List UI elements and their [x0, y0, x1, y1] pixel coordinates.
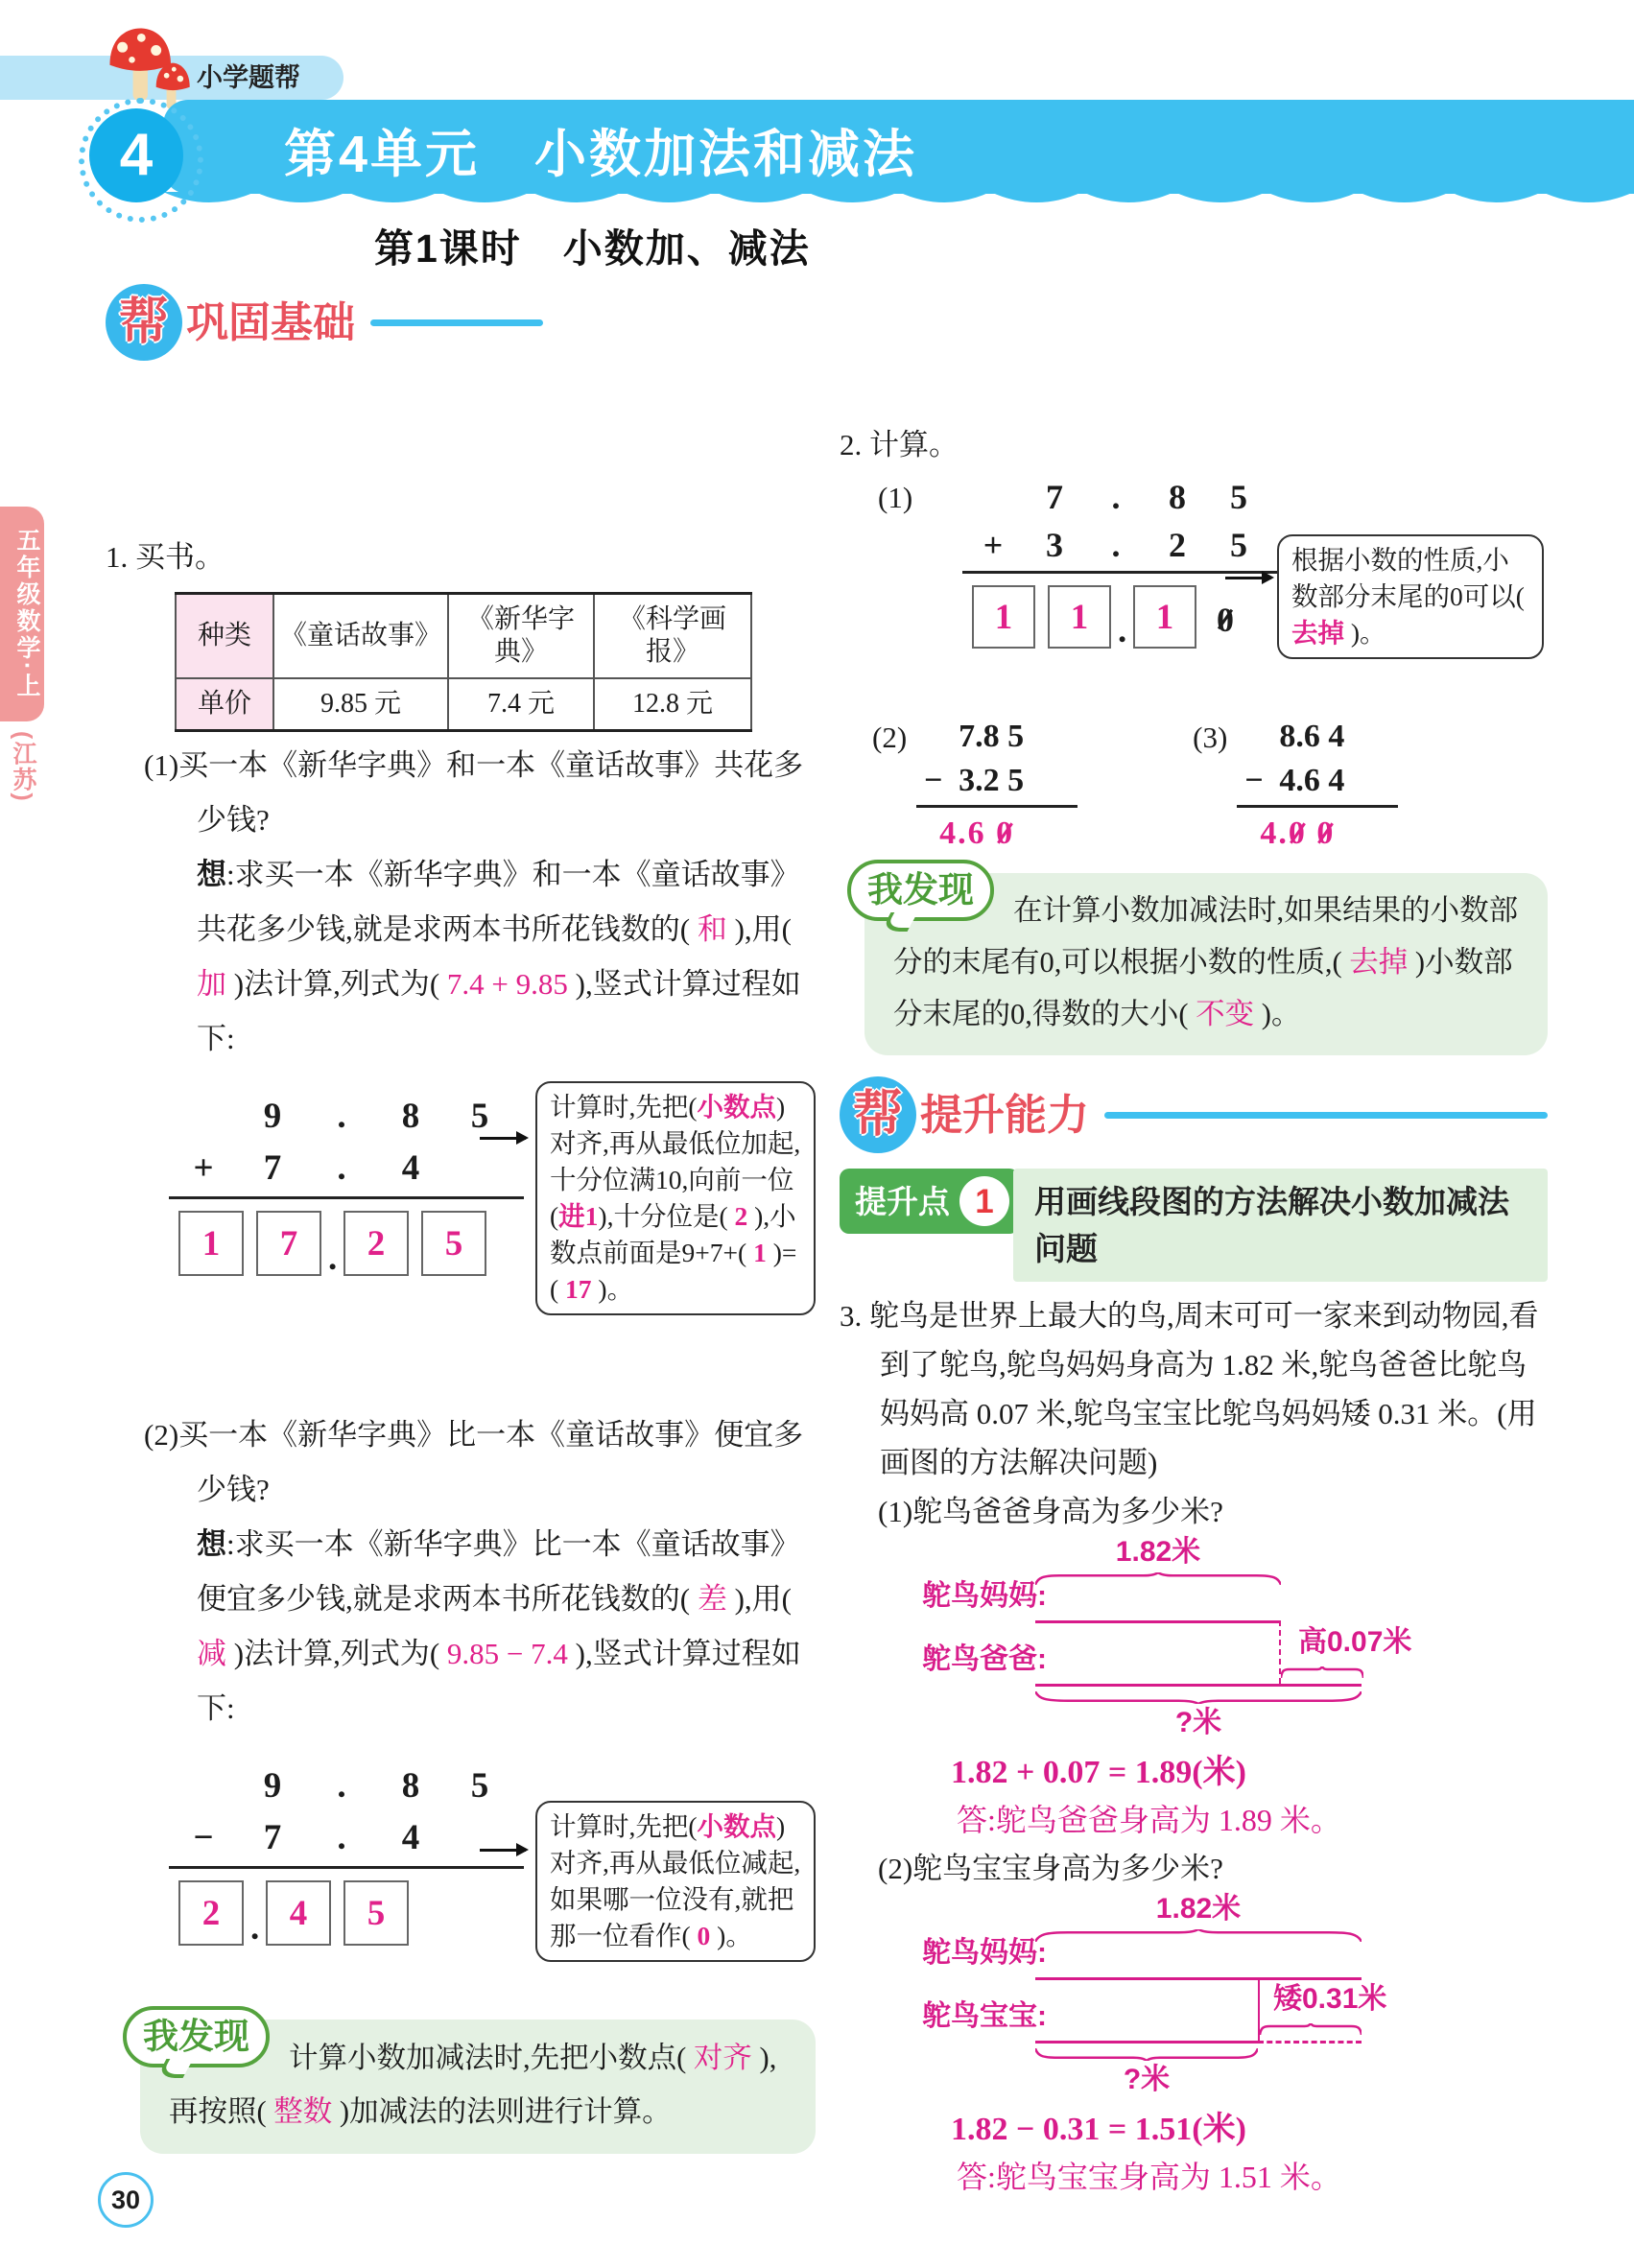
- top-brace-icon: [1035, 1572, 1281, 1585]
- answer-box: 5: [343, 1880, 409, 1946]
- right-column: [840, 420, 1548, 2201]
- i-discovered-bubble: 我发现: [847, 860, 994, 921]
- digit: .: [337, 1766, 346, 1806]
- digit: 9: [263, 1097, 282, 1136]
- subtraction-2: [872, 715, 1077, 856]
- digit: 9: [263, 1766, 282, 1806]
- segment-mom: [1035, 1620, 1281, 1623]
- digit: 8: [1169, 478, 1186, 516]
- digit: 7: [1046, 478, 1063, 516]
- question-3-1: (1)鸵鸟爸爸身高为多少米?: [878, 1495, 1223, 1528]
- row-label-mom: 鸵鸟妈妈:: [922, 1580, 1047, 1612]
- answer-box: 2: [343, 1211, 409, 1276]
- struck-trailing-zero: 0: [1217, 591, 1234, 649]
- bang-badge-icon: 帮: [106, 284, 182, 361]
- arrow-icon: [1225, 577, 1271, 579]
- banner-wave-decoration: [163, 192, 1634, 215]
- section-improve-ability: [840, 1073, 1548, 1157]
- boost-tag-label: 提升点: [855, 1183, 950, 1219]
- plus-sign: +: [193, 1148, 214, 1188]
- table-cell: 12.8 元: [594, 678, 751, 731]
- line-segment-diagram-baby: [922, 1893, 1548, 2095]
- brand-label: 小学题帮: [197, 63, 300, 92]
- digit: [445, 1143, 514, 1194]
- handwritten-result: 4.6 0: [939, 812, 1077, 856]
- boost-point-tag: [840, 1169, 1019, 1234]
- question-mark-label: ?米: [1174, 1707, 1222, 1738]
- small-brace-icon: [1260, 2023, 1362, 2035]
- sign-space: [1244, 715, 1279, 759]
- bang-badge-icon: 帮: [840, 1076, 916, 1153]
- equation-dad: 1.82 + 0.07 = 1.89(米): [951, 1755, 1246, 1790]
- digit: .: [1111, 478, 1121, 516]
- digit: 5: [470, 1766, 489, 1806]
- equals-line: [1237, 805, 1398, 808]
- hint-note-addition: [535, 1081, 816, 1315]
- segment-mom: [1035, 1977, 1362, 1980]
- digit: 4: [401, 1818, 420, 1857]
- digit: 7: [263, 1818, 282, 1857]
- section-divider-line: [370, 319, 543, 326]
- row-label-mom: 鸵鸟妈妈:: [922, 1937, 1047, 1969]
- segment-length-label: 1.82米: [1115, 1536, 1201, 1568]
- segment-baby: [1035, 2041, 1258, 2044]
- arrow-icon: [480, 1137, 526, 1140]
- question-1-1: (1)买一本《新华字典》和一本《童话故事》共花多少钱?: [144, 748, 804, 837]
- digit: 2: [1169, 526, 1186, 564]
- decimal-point: .: [250, 1908, 260, 1948]
- table-header-cell: 《童话故事》: [273, 594, 448, 679]
- minuend: 7.8 5: [959, 719, 1025, 754]
- table-header-cell: 《科学画报》: [594, 594, 751, 679]
- row-label-baby: 鸵鸟宝宝:: [922, 2000, 1047, 2032]
- question-mark-label: ?米: [1123, 2064, 1171, 2095]
- table-row: [176, 678, 751, 731]
- segment-length-label: 1.82米: [1155, 1893, 1242, 1925]
- minus-sign: −: [193, 1818, 214, 1857]
- subtraction-3: [1193, 715, 1398, 856]
- digit: [445, 1812, 514, 1864]
- digit: 5: [1230, 478, 1247, 516]
- vertical-addition-785-325: [840, 473, 1548, 701]
- decimal-point: .: [1118, 611, 1127, 650]
- subtrahend-row: [1244, 759, 1398, 803]
- boost-point-row: [840, 1169, 1548, 1282]
- digit: .: [1111, 526, 1121, 564]
- vertical-addition-985-74: [106, 1091, 816, 1407]
- i-discovered-text: 计算小数加减法时,先把小数点( 对齐 ),再按照( 整数 )加减法的法则进行计算。: [169, 2042, 777, 2128]
- lesson-title: 第1课时 小数加、减法: [374, 226, 811, 271]
- digit: 5: [1230, 526, 1247, 564]
- bottom-brace-icon: [1035, 1691, 1362, 1704]
- mini-calc-body: [924, 715, 1077, 856]
- plus-sign: +: [983, 526, 1004, 564]
- digit: 7: [263, 1148, 282, 1188]
- answer-box: 7: [256, 1211, 321, 1276]
- hint-note-text: 计算时,先把(小数点)对齐,再从最低位减起,如果哪一位没有,就把那一位看作( 0 )。: [550, 1811, 801, 1950]
- i-discovered-box: [140, 2017, 816, 2154]
- unit-title: 第4单元 小数加法和减法: [284, 126, 918, 183]
- minuend-row: [924, 715, 1077, 759]
- problem-2-title: 2. 计算。: [840, 428, 959, 461]
- bottom-brace-icon: [1035, 2048, 1258, 2061]
- left-column: [106, 280, 816, 2154]
- question-1-2: (2)买一本《新华字典》比一本《童话故事》便宜多少钱?: [144, 1418, 804, 1506]
- problem-1-title: 1. 买书。: [106, 540, 225, 574]
- i-discovered-text: 在计算小数加减法时,如果结果的小数部分的末尾有0,可以根据小数的性质,( 去掉 )小数部分末尾的0,得数的大小( 不变 )。: [893, 894, 1519, 1030]
- boost-point-title: 用画线段图的方法解决小数加减法问题: [1013, 1169, 1548, 1282]
- table-row: [176, 594, 751, 679]
- book-price-table: [175, 592, 752, 732]
- answer-box: 2: [178, 1880, 244, 1946]
- minus-sign: −: [1244, 763, 1264, 798]
- answer-box: 1: [1048, 585, 1111, 649]
- subtrahend-row: [924, 759, 1077, 803]
- region-side-label: (江苏): [10, 731, 36, 803]
- answer-box: 4: [266, 1880, 331, 1946]
- digit: 4: [401, 1148, 420, 1188]
- answer-dad: 答:鸵鸟爸爸身高为 1.89 米。: [957, 1803, 1341, 1837]
- digit: [169, 1091, 238, 1143]
- hint-note-text: 计算时,先把(小数点)对齐,再从最低位加起,十分位满10,向前一位(进1),十分位是( 2 ),小数点前面是9+7+( 1 )=( 17 )。: [550, 1092, 801, 1304]
- table-cell: 9.85 元: [273, 678, 448, 731]
- question-3-2: (2)鸵鸟宝宝身高为多少米?: [878, 1852, 1223, 1885]
- vertical-subtraction-985-74: [106, 1760, 816, 2000]
- section-consolidate-basics: [106, 280, 816, 365]
- minuend: 8.6 4: [1279, 719, 1345, 754]
- hint-note-text: 根据小数的性质,小数部分末尾的0可以( 去掉 )。: [1291, 545, 1525, 648]
- equals-line: [916, 805, 1077, 808]
- arrow-icon: [480, 1849, 526, 1852]
- equals-line: [962, 571, 1285, 574]
- top-brace-icon: [1035, 1929, 1362, 1942]
- hint-note-decimal-property: [1277, 534, 1544, 659]
- digit: [962, 473, 1024, 521]
- boost-point-number: 1: [959, 1176, 1009, 1226]
- i-discovered-box: [864, 870, 1548, 1055]
- sign-space: [924, 715, 959, 759]
- line-segment-diagram-dad: [922, 1536, 1548, 1738]
- segment-dad: [1035, 1684, 1362, 1687]
- section-title: 提升能力: [920, 1091, 1089, 1139]
- subtrahend: 4.6 4: [1279, 763, 1345, 798]
- answer-box: 1: [972, 585, 1035, 649]
- answer-box: 1: [178, 1211, 244, 1276]
- sub-label: (2): [872, 721, 908, 754]
- section-title: 巩固基础: [186, 298, 355, 346]
- sub-label: (1): [878, 481, 913, 514]
- table-cell: 单价: [176, 678, 273, 731]
- row-label-dad: 鸵鸟爸爸:: [922, 1643, 1047, 1675]
- mini-calcs-row: [840, 715, 1548, 856]
- table-header-cell: 《新华字典》: [448, 594, 594, 679]
- addend-row: [962, 473, 1548, 521]
- digit: .: [337, 1818, 346, 1857]
- digit: 8: [401, 1097, 420, 1136]
- minus-sign: −: [924, 763, 943, 798]
- decimal-point: .: [328, 1239, 338, 1278]
- think-paragraph-2: 想:求买一本《新华字典》比一本《童话故事》便宜多少钱,就是求两本书所花钱数的( 差 ),用( 减 )法计算,列式为( 9.85 − 7.4 ),竖式计算过程如下:: [197, 1527, 801, 1725]
- minuend-row: [1244, 715, 1398, 759]
- answer-baby: 答:鸵鸟宝宝身高为 1.51 米。: [957, 2160, 1341, 2194]
- section-divider-line: [1104, 1112, 1548, 1119]
- answer-box: 1: [1133, 585, 1196, 649]
- problem-3-text: 3. 鸵鸟是世界上最大的鸟,周末可可一家来到动物园,看到了鸵鸟,鸵鸟妈妈身高为 1.82 米,鸵鸟爸爸比鸵鸟妈妈高 0.07 米,鸵鸟宝宝比鸵鸟妈妈矮 0.31 米。(用画图的方法解决问题): [840, 1299, 1539, 1479]
- segment-baby-dashed-extension: [1258, 2041, 1362, 2044]
- subtrahend: 3.2 5: [959, 763, 1025, 798]
- difference-label: 矮0.31米: [1273, 1983, 1387, 2015]
- small-brace-icon: [1281, 1666, 1363, 1678]
- hint-note-subtraction: [535, 1801, 816, 1962]
- equals-line: [169, 1196, 524, 1199]
- table-header-cell: 种类: [176, 594, 273, 679]
- digit: .: [337, 1148, 346, 1188]
- digit: 3: [1046, 526, 1063, 564]
- digit: 5: [470, 1097, 489, 1136]
- digit: 8: [401, 1766, 420, 1806]
- think-paragraph-1: 想:求买一本《新华字典》和一本《童话故事》共花多少钱,就是求两本书所花钱数的( 和 ),用( 加 )法计算,列式为( 7.4 + 9.85 ),竖式计算过程如下:: [197, 858, 801, 1055]
- equation-baby: 1.82 − 0.31 = 1.51(米): [951, 2112, 1246, 2147]
- handwritten-result: 4.0 0: [1260, 812, 1398, 856]
- page-number: 30: [98, 2172, 154, 2228]
- difference-label: 高0.07米: [1298, 1626, 1412, 1658]
- grade-side-tab: 五年级数学·上: [0, 507, 44, 721]
- mini-calc-body: [1244, 715, 1398, 856]
- answer-box: 5: [421, 1211, 486, 1276]
- unit-number-badge: 4: [89, 108, 183, 202]
- i-discovered-bubble: 我发现: [123, 2006, 270, 2067]
- digit: [169, 1760, 238, 1812]
- digit: .: [337, 1097, 346, 1136]
- equals-line: [169, 1866, 524, 1869]
- table-cell: 7.4 元: [448, 678, 594, 731]
- sub-label: (3): [1193, 721, 1228, 754]
